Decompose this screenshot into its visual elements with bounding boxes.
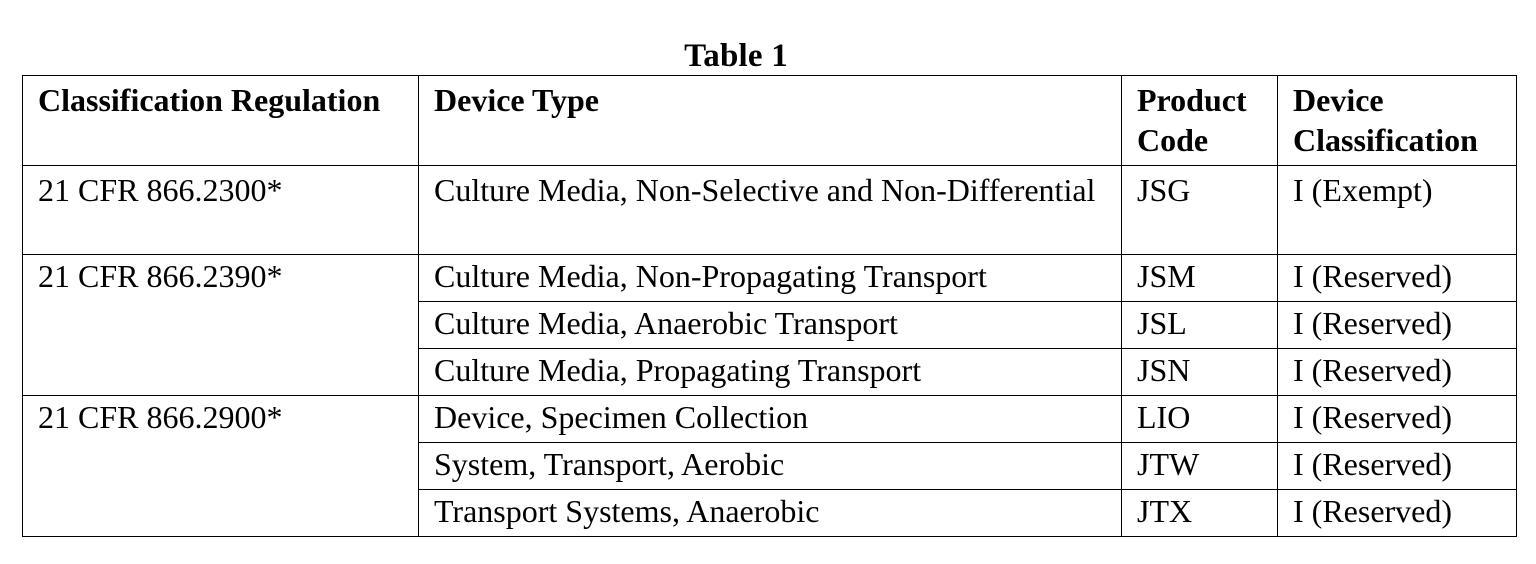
classification-cell: I (Exempt) bbox=[1278, 166, 1517, 255]
product-code-cell: JTW bbox=[1122, 443, 1278, 490]
classification-cell: I (Reserved) bbox=[1278, 349, 1517, 396]
product-code-cell: JSG bbox=[1122, 166, 1278, 255]
header-product-code: Product Code bbox=[1122, 76, 1278, 166]
regulation-cell: 21 CFR 866.2390* bbox=[23, 255, 419, 396]
header-device-classification: Device Classification bbox=[1278, 76, 1517, 166]
table-row bbox=[23, 255, 1517, 302]
device-type-cell: System, Transport, Aerobic bbox=[419, 443, 1122, 490]
device-type-cell: Culture Media, Anaerobic Transport bbox=[419, 302, 1122, 349]
device-type-cell: Culture Media, Non-Selective and Non-Differential bbox=[419, 166, 1122, 255]
classification-cell: I (Reserved) bbox=[1278, 302, 1517, 349]
product-code-cell: JTX bbox=[1122, 490, 1278, 537]
classification-cell: I (Reserved) bbox=[1278, 396, 1517, 443]
classification-cell: I (Reserved) bbox=[1278, 443, 1517, 490]
header-row bbox=[23, 76, 1517, 166]
device-type-cell: Transport Systems, Anaerobic bbox=[419, 490, 1122, 537]
classification-cell: I (Reserved) bbox=[1278, 490, 1517, 537]
regulation-cell: 21 CFR 866.2300* bbox=[23, 166, 419, 255]
device-type-cell: Culture Media, Non-Propagating Transport bbox=[419, 255, 1122, 302]
device-type-cell: Device, Specimen Collection bbox=[419, 396, 1122, 443]
product-code-cell: LIO bbox=[1122, 396, 1278, 443]
device-classification-table bbox=[22, 75, 1517, 537]
regulation-cell: 21 CFR 866.2900* bbox=[23, 396, 419, 537]
product-code-cell: JSL bbox=[1122, 302, 1278, 349]
table-row bbox=[23, 166, 1517, 255]
table-row bbox=[23, 396, 1517, 443]
device-type-cell: Culture Media, Propagating Transport bbox=[419, 349, 1122, 396]
header-device-type: Device Type bbox=[419, 76, 1122, 166]
classification-cell: I (Reserved) bbox=[1278, 255, 1517, 302]
product-code-cell: JSN bbox=[1122, 349, 1278, 396]
table-caption: Table 1 bbox=[684, 38, 788, 74]
header-classification-regulation: Classification Regulation bbox=[23, 76, 419, 166]
product-code-cell: JSM bbox=[1122, 255, 1278, 302]
